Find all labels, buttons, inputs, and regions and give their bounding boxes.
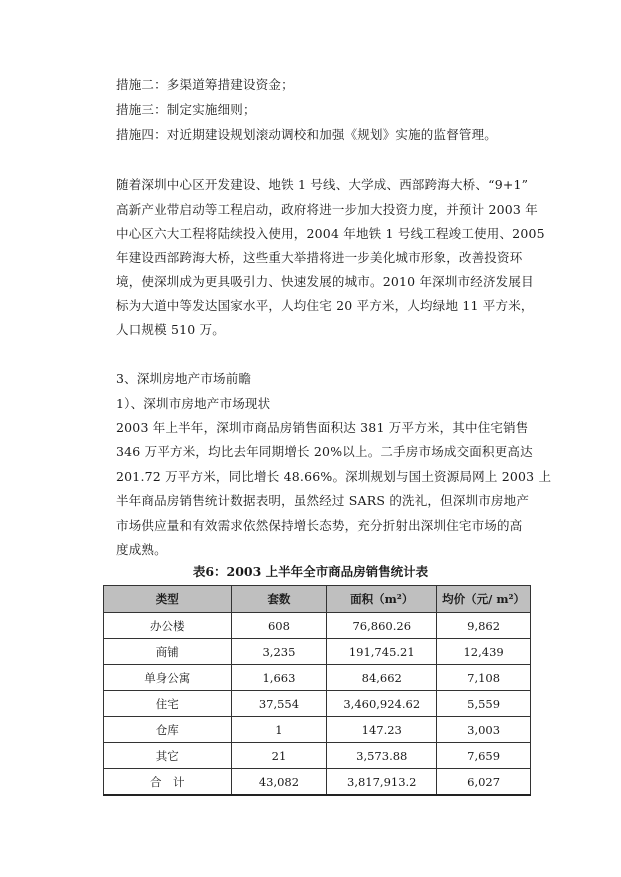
dev-line-1: 随着深圳中心区开发建设、地铁 1 号线、大学成、西部跨海大桥、“9+1” (116, 177, 529, 192)
cell-avg-price: 3,003 (437, 717, 531, 743)
market-line-3: 201.72 万平方米，同比增长 48.66%。深圳规划与国土资源局网上 2003 上 (116, 469, 552, 484)
measure-3: 措施三：制定实施细则； (116, 102, 256, 117)
table-row (104, 613, 531, 639)
header-type: 类型 (104, 586, 232, 613)
cell-type: 办公楼 (104, 613, 232, 639)
cell-units: 3,235 (231, 639, 327, 665)
table-row (104, 691, 531, 717)
table-total-row (104, 769, 531, 796)
subsection-title: 1）、深圳市房地产市场现状 (116, 396, 271, 411)
sales-table (103, 585, 531, 796)
market-line-5: 市场供应量和有效需求依然保持增长态势，充分折射出深圳住宅市场的高 (116, 518, 523, 533)
header-avg-price: 均价（元/ m²） (437, 586, 531, 613)
cell-units: 1,663 (231, 665, 327, 691)
cell-units: 1 (231, 717, 327, 743)
dev-line-7: 人口规模 510 万。 (116, 322, 226, 337)
header-area: 面积（m²） (327, 586, 437, 613)
measure-2: 措施二：多渠道筹措建设资金； (116, 77, 294, 92)
cell-area: 3,817,913.2 (327, 769, 437, 796)
cell-area: 3,573.88 (327, 743, 437, 769)
table-row (104, 665, 531, 691)
cell-type: 合 计 (104, 769, 232, 796)
cell-units: 608 (231, 613, 327, 639)
cell-type: 其它 (104, 743, 232, 769)
table-caption: 表6：2003 上半年全市商品房销售统计表 (192, 564, 429, 579)
market-line-6: 度成熟。 (116, 542, 167, 557)
cell-type: 单身公寓 (104, 665, 232, 691)
market-line-1: 2003 年上半年，深圳市商品房销售面积达 381 万平方米，其中住宅销售 (116, 420, 529, 435)
header-units: 套数 (231, 586, 327, 613)
cell-avg-price: 6,027 (437, 769, 531, 796)
measure-4: 措施四：对近期建设规划滚动调校和加强《规划》实施的监督管理。 (116, 127, 498, 142)
cell-units: 21 (231, 743, 327, 769)
table-row (104, 717, 531, 743)
cell-area: 84,662 (327, 665, 437, 691)
cell-avg-price: 7,659 (437, 743, 531, 769)
cell-area: 3,460,924.62 (327, 691, 437, 717)
dev-line-2: 高新产业带启动等工程启动，政府将进一步加大投资力度，并预计 2003 年 (116, 202, 538, 217)
cell-units: 43,082 (231, 769, 327, 796)
cell-area: 191,745.21 (327, 639, 437, 665)
dev-line-6: 标为大道中等发达国家水平，人均住宅 20 平方米，人均绿地 11 平方米， (116, 298, 534, 313)
cell-area: 147.23 (327, 717, 437, 743)
table-row (104, 743, 531, 769)
cell-type: 商铺 (104, 639, 232, 665)
cell-avg-price: 9,862 (437, 613, 531, 639)
table-row (104, 639, 531, 665)
dev-line-5: 境，使深圳成为更具吸引力、快速发展的城市。2010 年深圳市经济发展目 (116, 274, 534, 289)
cell-area: 76,860.26 (327, 613, 437, 639)
market-line-4: 半年商品房销售统计数据表明，虽然经过 SARS 的洗礼，但深圳市房地产 (116, 493, 530, 508)
cell-type: 仓库 (104, 717, 232, 743)
section-title: 3、深圳房地产市场前瞻 (116, 371, 252, 386)
cell-type: 住宅 (104, 691, 232, 717)
market-line-2: 346 万平方米，均比去年同期增长 20%以上。二手房市场成交面积更高达 (116, 444, 533, 459)
cell-avg-price: 7,108 (437, 665, 531, 691)
cell-avg-price: 12,439 (437, 639, 531, 665)
dev-line-4: 年建设西部跨海大桥，这些重大举措将进一步美化城市形象，改善投资环 (116, 250, 523, 265)
cell-avg-price: 5,559 (437, 691, 531, 717)
table-header-row (104, 586, 531, 613)
dev-line-3: 中心区六大工程将陆续投入使用，2004 年地铁 1 号线工程竣工使用、2005 (116, 226, 545, 241)
cell-units: 37,554 (231, 691, 327, 717)
